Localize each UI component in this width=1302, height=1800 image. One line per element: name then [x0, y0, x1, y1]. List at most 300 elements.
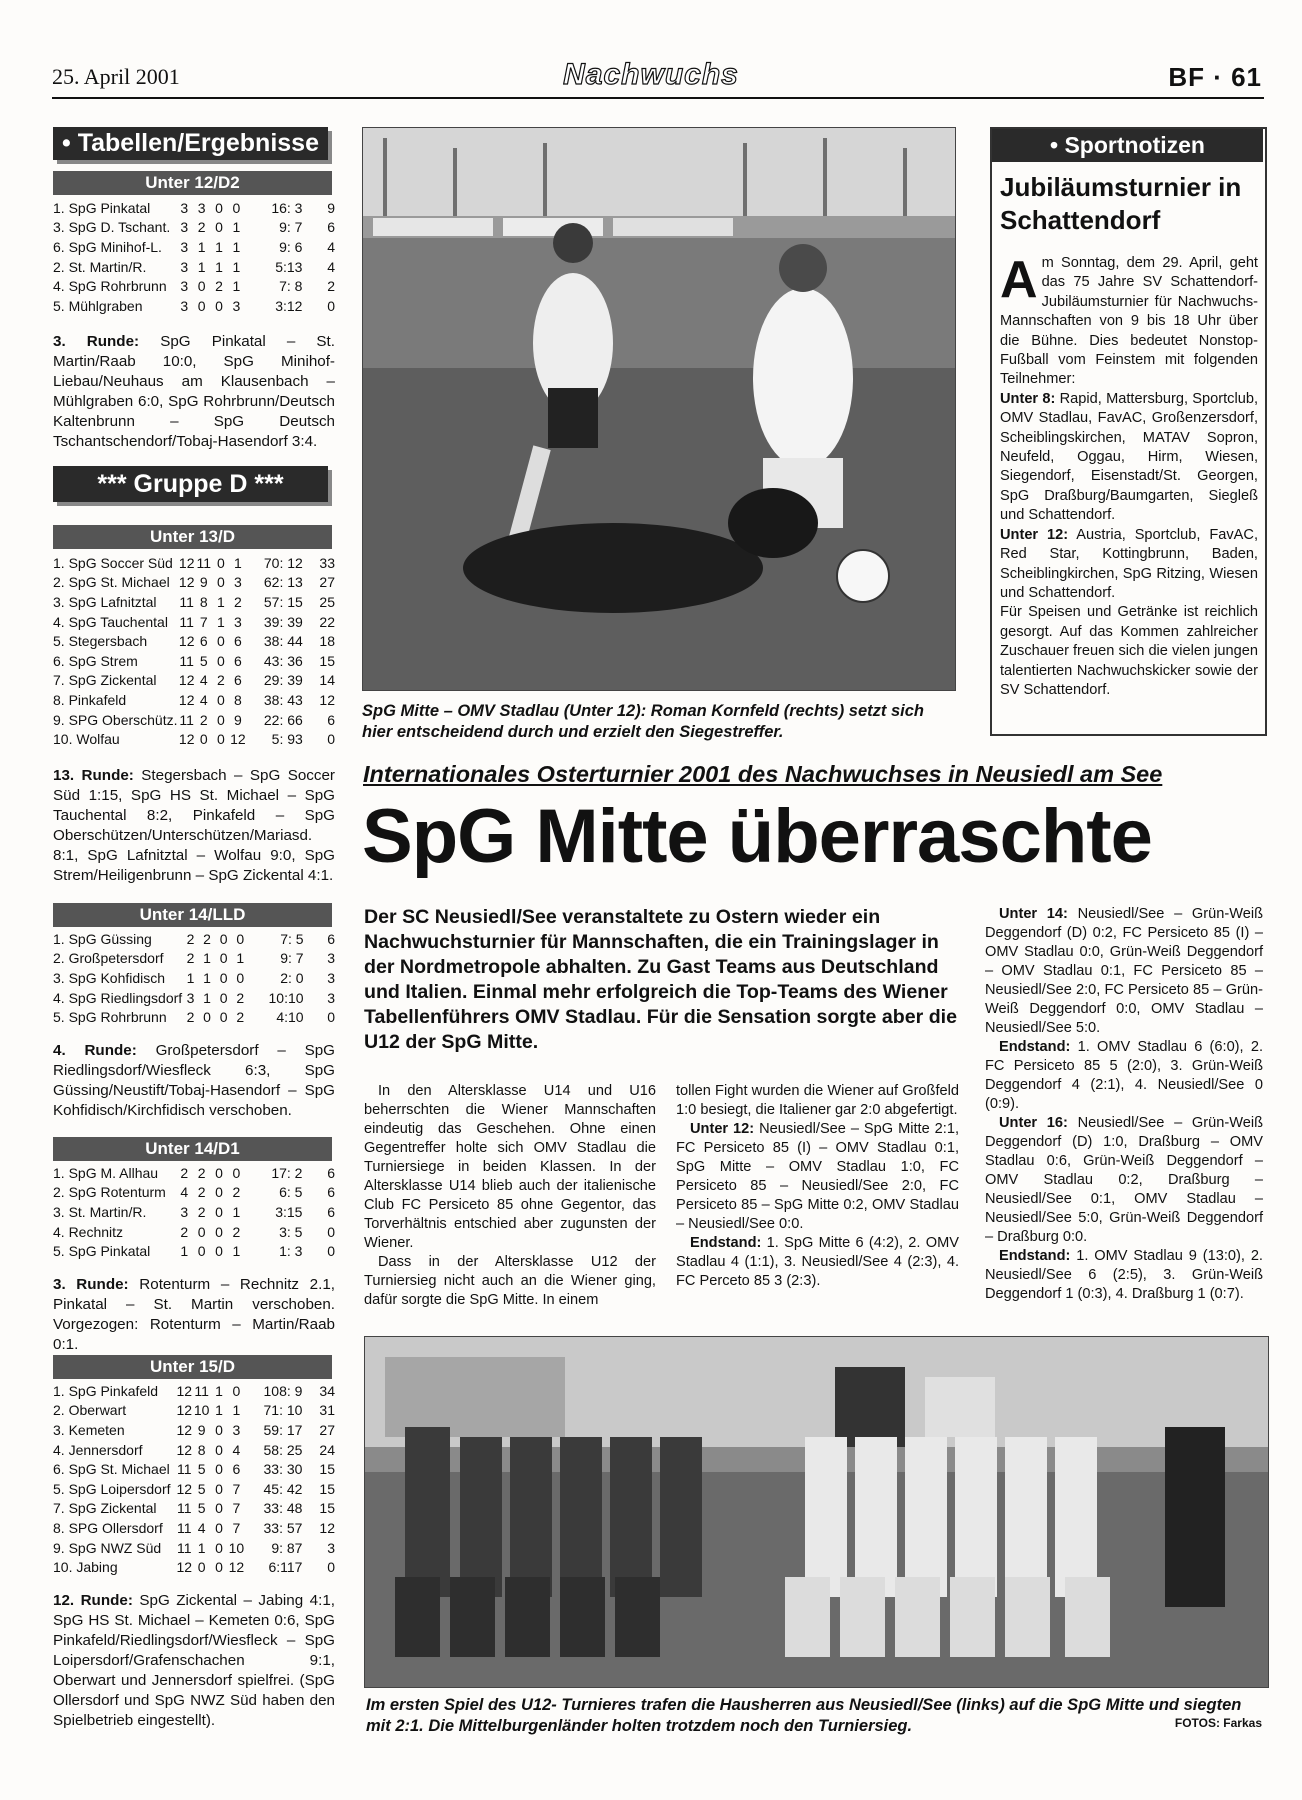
stat-cell: 12 [319, 1519, 335, 1536]
stat-cell: 6 [327, 219, 335, 236]
stat-cell: 22: 66 [263, 711, 303, 728]
u14-results [985, 905, 1263, 1038]
stat-cell: 4 [180, 1184, 189, 1201]
stat-cell: 2 [186, 950, 195, 967]
stat-cell: 12 [228, 1559, 245, 1576]
stat-cell: 3 [232, 1421, 241, 1438]
standings-table [53, 198, 335, 316]
table-row [53, 592, 335, 612]
team-name: 7. SpG Zickental [53, 672, 157, 689]
results-label: Unter 14: [999, 906, 1068, 922]
stat-cell: 0 [215, 1421, 223, 1438]
tabellen-banner: • Tabellen/Ergebnisse [53, 127, 328, 160]
stat-cell: 7: 5 [280, 930, 304, 947]
stat-cell: 0 [197, 278, 206, 295]
table-title: Unter 13/D [53, 525, 332, 549]
stat-cell: 6 [327, 930, 335, 947]
standings-table [53, 553, 335, 749]
article-column-2 [676, 1082, 959, 1291]
team-name: 5. Stegersbach [53, 633, 148, 650]
table-row [53, 631, 335, 651]
stat-cell: 0 [216, 652, 225, 669]
stat-cell: 3 [180, 297, 189, 314]
round-results [53, 1275, 335, 1355]
table-row [53, 651, 335, 671]
team-name: 3. SpG Kohfidisch [53, 969, 166, 986]
table-row [53, 710, 335, 730]
stat-cell: 33: 57 [263, 1519, 303, 1536]
stat-cell: 2 [197, 219, 206, 236]
stat-cell: 0 [219, 969, 228, 986]
stat-cell: 5 [197, 1500, 206, 1517]
round-label: 3. Runde: [53, 1276, 129, 1293]
table-row [53, 1420, 335, 1440]
stat-cell: 71: 10 [263, 1402, 303, 1419]
stat-cell: 1 [203, 950, 211, 967]
results-text: Neusiedl/See – Grün-Weiß Deggendorf (D) 1:0, Draßburg – OMV Stadlau 0:6, Grün-Weiß Deggendorf – OMV Stadlau 0:2, Draßburg – Neusiedl/See 0:1, OMV Stadlau – Neusiedl/See 5:0, Grün-Weiß Deggendorf – Draßburg 0:0. [985, 1115, 1264, 1245]
table-title: Unter 14/D1 [53, 1137, 332, 1161]
stat-cell: 15 [319, 652, 335, 669]
stat-cell: 1 [232, 1243, 241, 1260]
stat-cell: 1 [216, 613, 225, 630]
notiz-title: Jubiläumsturnier in Schattendorf [1000, 172, 1242, 235]
round-label: 3. Runde: [53, 333, 140, 350]
team-name: 5. Mühlgraben [53, 297, 143, 314]
team-name: 4. Jennersdorf [53, 1441, 143, 1458]
stat-cell: 6: 5 [279, 1184, 303, 1201]
stat-cell: 15 [319, 1480, 335, 1497]
round-text: SpG Zickental – Jabing 4:1, SpG HS St. Michael – Kemeten 0:6, SpG Pinkafeld/Riedlingsdorf/Wiesfleck – SpG Loipersdorf/Grafenschachen 9:1, Oberwart und Jennersdorf spielfrei. (SpG Ollersdorf und SpG NWZ Süd haben den Spielbetrieb eingestellt). [53, 1592, 335, 1729]
stat-cell: 1 [197, 1539, 206, 1556]
team-name: 10. Wolfau [53, 731, 120, 748]
table-row [53, 988, 335, 1008]
table-row [53, 968, 335, 988]
table-row [53, 1202, 335, 1222]
u12-endstand [676, 1234, 959, 1291]
team-name: 1. SpG M. Allhau [53, 1164, 159, 1181]
table-row [53, 1163, 335, 1183]
table-row [53, 929, 335, 949]
stat-cell: 15 [319, 1461, 335, 1478]
table-row [53, 573, 335, 593]
stat-cell: 108: 9 [263, 1382, 303, 1399]
stat-cell: 1 [180, 1243, 189, 1260]
stat-cell: 3 [197, 199, 206, 216]
stat-cell: 3: 5 [279, 1223, 303, 1240]
stat-cell: 8 [197, 1441, 206, 1458]
team-name: 2. St. Martin/R. [53, 258, 147, 275]
table-row [53, 276, 335, 296]
article-kicker: Internationales Osterturnier 2001 des Nachwuchses in Neusiedl am See [363, 761, 1163, 787]
stat-cell: 6 [327, 1203, 335, 1220]
table-title: Unter 15/D [53, 1355, 332, 1379]
stat-cell: 1 [232, 238, 241, 255]
stat-cell: 0 [216, 574, 225, 591]
stat-cell: 4 [197, 1519, 206, 1536]
drop-cap: A [1000, 251, 1038, 309]
stat-cell: 2 [236, 989, 245, 1006]
stat-cell: 11 [177, 1461, 192, 1478]
stat-cell: 10 [228, 1539, 245, 1556]
round-text: Großpetersdorf – SpG Riedlingsdorf/Wiesfleck 6:3, SpG Güssing/Neustift/Tobaj-Hasendorf – SpG Kohfidisch/Kirchfidisch verschoben. [53, 1042, 335, 1119]
standings-table [53, 1163, 335, 1261]
notiz-outro: Für Speisen und Getränke ist reichlich gesorgt. Auf das Kommen zahlreicher Zuschauer freuen sich die vielen jungen talentierten Nachwuchskicker sowie der SV Schattendorf. [1000, 604, 1258, 698]
paragraph: In den Altersklasse U14 und U16 beherrschten die Wiener Mannschaften eindeutig das Geschehen. Ohne einen Gegentreffer holte sich OMV Stadlau die Turniersiege in beiden Klassen. In der Altersklasse U14 blieb auch der italienische Club FC Persiceto 85 ohne Gegentor, das Torverhältnis entschied aber zugunsten der Wiener. [364, 1083, 656, 1251]
stat-cell: 0 [203, 1009, 211, 1026]
stat-cell: 7 [232, 1500, 241, 1517]
endstand-text: 1. OMV Stadlau 6 (6:0), 2. FC Persiceto 85 5 (2:0), 3. Grün-Weiß Deggendorf 4 (2:1), 4. Neusiedl/See 0 (0:9). [985, 1039, 1263, 1112]
stat-cell: 0 [199, 731, 208, 748]
table-row [53, 218, 335, 238]
stat-cell: 3 [180, 1203, 189, 1220]
round-label: 13. Runde: [53, 767, 134, 784]
stat-cell: 6:117 [268, 1559, 303, 1576]
stat-cell: 11 [177, 1500, 192, 1517]
table-row [53, 1440, 335, 1460]
stat-cell: 0 [219, 950, 228, 967]
table-row [53, 296, 335, 316]
stat-cell: 38: 43 [263, 691, 303, 708]
stat-cell: 38: 44 [263, 633, 303, 650]
stat-cell: 22 [319, 613, 335, 630]
stat-cell: 2 [215, 278, 223, 295]
stat-cell: 0 [216, 633, 225, 650]
team-name: 4. SpG Riedlingsdorf [53, 989, 183, 1006]
team-name: 8. Pinkafeld [53, 691, 127, 708]
stat-cell: 6 [199, 633, 208, 650]
stat-cell: 58: 25 [263, 1441, 303, 1458]
stat-cell: 2 [203, 930, 211, 947]
stat-cell: 9 [234, 711, 242, 728]
team-name: 9. SPG Oberschütz. [53, 711, 178, 728]
sportnotizen-banner: • Sportnotizen [992, 129, 1263, 162]
stat-cell: 2: 0 [280, 969, 304, 986]
stat-cell: 2 [199, 711, 208, 728]
stat-cell: 9: 6 [279, 238, 303, 255]
stat-cell: 1 [215, 1382, 223, 1399]
stat-cell: 12 [319, 691, 335, 708]
stat-cell: 3 [327, 989, 335, 1006]
stat-cell: 29: 39 [263, 672, 303, 689]
photo-credit: FOTOS: Farkas [1174, 1716, 1262, 1730]
stat-cell: 7 [232, 1480, 241, 1497]
endstand-text: 1. OMV Stadlau 9 (13:0), 2. Neusiedl/See 6 (2:5), 3. Grün-Weiß Deggendorf 1 (0:3), 4. Draßburg 1 (0:7). [985, 1248, 1263, 1302]
stat-cell: 3:15 [275, 1203, 303, 1220]
stat-cell: 3 [232, 297, 241, 314]
stat-cell: 0 [215, 1184, 223, 1201]
team-name: 1. SpG Güssing [53, 930, 152, 947]
stat-cell: 16: 3 [271, 199, 303, 216]
stat-cell: 12 [178, 672, 195, 689]
stat-cell: 10:10 [268, 989, 304, 1006]
stat-cell: 1 [232, 278, 241, 295]
u12-results [676, 1120, 959, 1234]
stat-cell: 2 [197, 1203, 206, 1220]
endstand-text: 1. SpG Mitte 6 (4:2), 2. OMV Stadlau 4 (1:1), 3. Neusiedl/See 4 (2:3), 4. FC Perceto 85 3 (2:3). [676, 1235, 959, 1289]
stat-cell: 6 [327, 1164, 335, 1181]
round-text: Rotenturm – Rechnitz 2.1, Pinkatal – St. Martin verschoben. Vorgezogen: Rotenturm – Martin/Raab 0:1. [53, 1276, 335, 1353]
stat-cell: 33: 48 [263, 1500, 303, 1517]
stat-cell: 2 [186, 1009, 195, 1026]
stat-cell: 5 [199, 652, 208, 669]
u16-endstand [985, 1247, 1263, 1304]
table-row [53, 1479, 335, 1499]
stat-cell: 2 [197, 1184, 206, 1201]
stat-cell: 4 [199, 691, 208, 708]
stat-cell: 14 [319, 672, 335, 689]
stat-cell: 2 [197, 1164, 206, 1181]
stat-cell: 9: 7 [279, 219, 303, 236]
stat-cell: 24 [319, 1441, 335, 1458]
table-title: Unter 14/LLD [53, 903, 332, 927]
team-name: 3. SpG Lafnitztal [53, 593, 157, 610]
gruppe-banner: *** Gruppe D *** [53, 466, 328, 502]
stat-cell: 3:12 [275, 297, 303, 314]
paragraph: Dass in der Altersklasse U12 der Turniersieg nicht auch an die Wiener ging, dafür sorgte die SpG Mitte. In einem [364, 1254, 656, 1308]
stat-cell: 59: 17 [263, 1421, 303, 1438]
stat-cell: 6 [234, 633, 242, 650]
stat-cell: 1 [232, 1203, 241, 1220]
stat-cell: 5: 93 [271, 731, 303, 748]
team-name: 5. SpG Rohrbrunn [53, 1009, 167, 1026]
stat-cell: 2 [186, 930, 195, 947]
round-text: SpG Pinkatal – St. Martin/Raab 10:0, SpG Minihof-Liebau/Neuhaus am Klausenbach – Mühlgraben 6:0, SpG Rohrbrunn/Deutsch Kaltenbrunn – SpG Deutsch Tschantschendorf/Tobaj-Hasendorf 3:4. [53, 333, 335, 450]
table-row [53, 1557, 335, 1577]
notiz-u12: Austria, Sportclub, FavAC, Red Star, Kottingbrunn, Baden, Scheiblingkirchen, SpG Ritzing, Wiesen und Schattendorf. [1000, 526, 1258, 601]
stat-cell: 4:10 [276, 1009, 304, 1026]
stat-cell: 2 [236, 1009, 245, 1026]
stat-cell: 2 [180, 1223, 189, 1240]
table-row [53, 1183, 335, 1203]
article-lead: Der SC Neusiedl/See veranstaltete zu Ostern wieder ein Nachwuchsturnier für Mannschaften, die ein Trainingslager in der Nordmetropole abhalten. Zu Gast Teams aus Deutschland und Italien. Einmal mehr erfolgreich die Top-Teams des Wiener Tabellenführers OMV Stadlau. Für die Sensation sorgte aber die U12 der SpG Mitte. [364, 906, 958, 1053]
article-column-3 [985, 905, 1263, 1304]
stat-cell: 27 [319, 1421, 335, 1438]
team-name: 3. SpG D. Tschant. [53, 219, 171, 236]
team-name: 9. SpG NWZ Süd [53, 1539, 162, 1556]
stat-cell: 3 [234, 574, 242, 591]
stat-cell: 1 [232, 1402, 241, 1419]
article-headline: SpG Mitte überraschte [362, 794, 1152, 879]
stat-cell: 0 [197, 297, 206, 314]
endstand-label: Endstand: [999, 1039, 1071, 1055]
section-title: Nachwuchs [563, 58, 739, 91]
stat-cell: 12 [176, 1421, 193, 1438]
notiz-u8: Rapid, Mattersburg, Sportclub, OMV Stadlau, FavAC, Großenzersdorf, Scheiblingskirchen, MATAV Sopron, Neufeld, Oggau, Hirm, Wiesen, Siegendorf, Eisenstadt/St. Georgen, SpG Draßburg/Baumgarten, Siegleß und Schattendorf. [1000, 390, 1258, 524]
stat-cell: 4 [232, 1441, 241, 1458]
stat-cell: 12 [230, 731, 246, 748]
stat-cell: 12 [176, 1559, 193, 1576]
table-row [53, 1459, 335, 1479]
stat-cell: 6 [232, 1461, 241, 1478]
stat-cell: 34 [319, 1382, 335, 1399]
table-row [53, 553, 335, 573]
stat-cell: 0 [215, 1519, 223, 1536]
stat-cell: 0 [236, 930, 245, 947]
stat-cell: 11 [179, 652, 194, 669]
stat-cell: 17: 2 [271, 1164, 303, 1181]
team-name: 2. SpG Rotenturm [53, 1184, 166, 1201]
issue-date: 25. April 2001 [52, 64, 180, 89]
stat-cell: 0 [219, 1009, 228, 1026]
stat-cell: 3 [186, 989, 195, 1006]
stat-cell: 9 [197, 1421, 206, 1438]
stat-cell: 6 [234, 652, 242, 669]
stat-cell: 0 [327, 1223, 335, 1240]
stat-cell: 0 [215, 1480, 223, 1497]
team-name: 4. SpG Rohrbrunn [53, 278, 167, 295]
stat-cell: 0 [215, 1203, 223, 1220]
table-row [53, 690, 335, 710]
stat-cell: 8 [199, 593, 208, 610]
round-results [53, 1041, 335, 1121]
stat-cell: 0 [215, 1559, 223, 1576]
team-name: 6. SpG Minihof-L. [53, 238, 162, 255]
stat-cell: 9 [199, 574, 208, 591]
stat-cell: 3 [327, 969, 335, 986]
team-name: 1. SpG Pinkafeld [53, 1382, 159, 1399]
match-photo [362, 127, 956, 691]
stat-cell: 0 [215, 199, 223, 216]
stat-cell: 2 [327, 278, 335, 295]
stat-cell: 9 [327, 199, 335, 216]
stat-cell: 0 [216, 711, 225, 728]
stat-cell: 1 [197, 238, 206, 255]
team-name: 8. SPG Ollersdorf [53, 1519, 163, 1536]
standings-table [53, 1381, 335, 1577]
results-label: Unter 16: [999, 1115, 1068, 1131]
stat-cell: 0 [215, 1539, 223, 1556]
team-name: 7. SpG Zickental [53, 1500, 157, 1517]
stat-cell: 0 [232, 1164, 241, 1181]
table-row [53, 1381, 335, 1401]
team-name: 6. SpG St. Michael [53, 1461, 170, 1478]
round-text: Stegersbach – SpG Soccer Süd 1:15, SpG HS St. Michael – SpG Tauchental 8:2, Pinkafeld – SpG Oberschützen/Unterschützen/Mariasd. 8:1, SpG Lafnitztal – Wolfau 9:0, SpG Strem/Heiligenbrunn – SpG Zickental 4:1. [53, 767, 335, 884]
team-name: 3. St. Martin/R. [53, 1203, 147, 1220]
table-row [53, 257, 335, 277]
stat-cell: 4 [199, 672, 208, 689]
header-rule [52, 97, 1264, 99]
stat-cell: 0 [215, 1164, 223, 1181]
photo-caption: SpG Mitte – OMV Stadlau (Unter 12): Roman Kornfeld (rechts) setzt sich hier entscheidend durch und erzielt den Siegestreffer. [362, 702, 924, 741]
results-text: Neusiedl/See – Grün-Weiß Deggendorf (D) 0:2, FC Persiceto 85 (I) – OMV Stadlau 0:0, Grün-Weiß Deggendorf – OMV Stadlau 0:1, FC Persiceto 85 – Neusiedl/See 2:0, FC Persiceto 85 – Grün-Weiß Deggendorf 0:0, OMV Stadlau – Neusiedl/See 5:0. [985, 906, 1264, 1036]
stat-cell: 3 [180, 278, 189, 295]
stat-cell: 3 [234, 613, 242, 630]
stat-cell: 9: 7 [280, 950, 304, 967]
stat-cell: 70: 12 [263, 554, 303, 571]
table-row [53, 1401, 335, 1421]
round-results [53, 766, 335, 886]
team-name: 5. SpG Loipersdorf [53, 1480, 171, 1497]
stat-cell: 6 [234, 672, 242, 689]
stat-cell: 7: 8 [279, 278, 303, 295]
team-name: 4. SpG Tauchental [53, 613, 168, 630]
stat-cell: 3 [327, 1539, 335, 1556]
team-name: 2. Großpetersdorf [53, 950, 164, 967]
stat-cell: 11 [179, 613, 194, 630]
stat-cell: 12 [178, 731, 195, 748]
notiz-body [1000, 251, 1258, 700]
round-results [53, 332, 335, 452]
round-label: 12. Runde: [53, 1592, 133, 1609]
stat-cell: 0 [327, 1243, 335, 1260]
stat-cell: 12 [178, 554, 195, 571]
stat-cell: 5 [197, 1480, 206, 1497]
stat-cell: 33: 30 [263, 1461, 303, 1478]
stat-cell: 45: 42 [263, 1480, 303, 1497]
notiz-intro: m Sonntag, dem 29. April, geht das 75 Jahre SV Schattendorf-Jubiläumsturnier für Nachwuchs-Mannschaften von 9 bis 18 Uhr über die Bühne. Dies bedeutet Nonstop-Fußball vom Feinstem mit folgenden Teilnehmer: [1000, 255, 1258, 388]
stat-cell: 27 [319, 574, 335, 591]
round-label: 4. Runde: [53, 1042, 137, 1059]
stat-cell: 5 [197, 1461, 206, 1478]
team-photo [364, 1336, 1269, 1688]
stat-cell: 0 [197, 1243, 206, 1260]
stat-cell: 0 [327, 1009, 335, 1026]
stat-cell: 0 [215, 1223, 223, 1240]
team-name: 10. Jabing [53, 1559, 118, 1576]
stat-cell: 0 [215, 1243, 223, 1260]
stat-cell: 2 [216, 672, 225, 689]
stat-cell: 0 [219, 989, 228, 1006]
stat-cell: 15 [319, 1500, 335, 1517]
team-name: 1. SpG Pinkatal [53, 199, 151, 216]
stat-cell: 12 [176, 1382, 193, 1399]
stat-cell: 0 [216, 554, 225, 571]
stat-cell: 11 [177, 1539, 192, 1556]
stat-cell: 12 [176, 1441, 193, 1458]
stat-cell: 4 [327, 238, 335, 255]
stat-cell: 0 [216, 731, 225, 748]
stat-cell: 3 [180, 238, 189, 255]
stat-cell: 12 [178, 574, 195, 591]
notiz-u12-label: Unter 12: [1000, 526, 1069, 543]
team-name: 5. SpG Pinkatal [53, 1243, 151, 1260]
stat-cell: 0 [232, 199, 241, 216]
stat-cell: 0 [327, 731, 335, 748]
stat-cell: 7 [199, 613, 208, 630]
stat-cell: 18 [319, 633, 335, 650]
page-number: BF · 61 [1168, 62, 1262, 92]
table-row [53, 1518, 335, 1538]
stat-cell: 0 [327, 1559, 335, 1576]
table-row [53, 1538, 335, 1558]
stat-cell: 25 [319, 593, 335, 610]
stat-cell: 1 [203, 989, 211, 1006]
team-name: 1. SpG Soccer Süd [53, 554, 173, 571]
table-row [53, 198, 335, 218]
stat-cell: 0 [216, 691, 225, 708]
table-row [53, 237, 335, 257]
stat-cell: 0 [236, 969, 245, 986]
stat-cell: 0 [219, 930, 228, 947]
stat-cell: 62: 13 [263, 574, 303, 591]
stat-cell: 1 [236, 950, 245, 967]
stat-cell: 0 [327, 297, 335, 314]
table-row [53, 729, 335, 749]
stat-cell: 1 [215, 258, 223, 275]
stat-cell: 11 [179, 711, 194, 728]
u14-endstand [985, 1038, 1263, 1114]
stat-cell: 1 [232, 219, 241, 236]
stat-cell: 12 [176, 1480, 193, 1497]
stat-cell: 2 [234, 593, 242, 610]
stat-cell: 1: 3 [279, 1243, 303, 1260]
stat-cell: 5:13 [275, 258, 303, 275]
stat-cell: 11 [177, 1519, 192, 1536]
stat-cell: 1 [216, 593, 225, 610]
stat-cell: 11 [196, 554, 212, 571]
stat-cell: 3 [180, 219, 189, 236]
stat-cell: 12 [178, 633, 195, 650]
